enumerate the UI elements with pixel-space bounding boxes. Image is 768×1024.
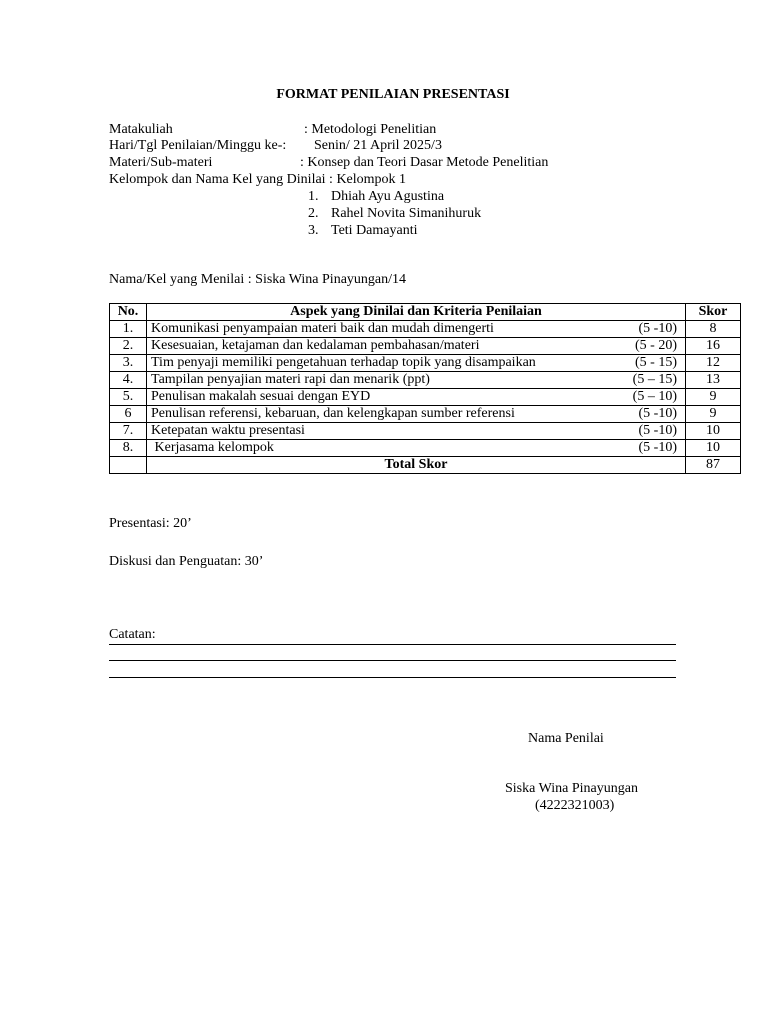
penilai-line: Nama/Kel yang Menilai : Siska Wina Pinayungan/14 [109, 272, 407, 287]
table-row [110, 372, 741, 389]
table-row [110, 338, 741, 355]
aspect-text: Tampilan penyajian materi rapi dan menarik (ppt) [151, 372, 430, 387]
row-aspect [147, 423, 686, 440]
diskusi-duration: Diskusi dan Penguatan: 30’ [109, 554, 264, 569]
row-no: 5. [110, 389, 147, 406]
row-skor: 12 [686, 355, 741, 372]
row-skor: 10 [686, 423, 741, 440]
row-aspect [147, 440, 686, 457]
signature-label: Nama Penilai [528, 731, 604, 746]
signature-id: (4222321003) [535, 798, 615, 813]
table-row [110, 423, 741, 440]
header-aspect: Aspek yang Dinilai dan Kriteria Penilaian [147, 304, 686, 321]
member-name: Teti Damayanti [331, 223, 418, 238]
catatan-line [109, 660, 676, 661]
row-aspect [147, 321, 686, 338]
score-table [109, 303, 741, 474]
table-row [110, 406, 741, 423]
catatan-line [109, 644, 676, 645]
row-skor: 13 [686, 372, 741, 389]
presentasi-duration: Presentasi: 20’ [109, 516, 192, 531]
member-number: 1. [308, 189, 319, 204]
hari-label: Hari/Tgl Penilaian/Minggu ke-: [109, 138, 287, 153]
aspect-range: (5 -10) [638, 440, 677, 455]
row-no: 1. [110, 321, 147, 338]
row-no: 6 [110, 406, 147, 423]
row-no: 7. [110, 423, 147, 440]
aspect-range: (5 – 10) [632, 389, 677, 404]
member-number: 2. [308, 206, 319, 221]
header-no: No. [110, 304, 147, 321]
member-number: 3. [308, 223, 319, 238]
materi-value: : Konsep dan Teori Dasar Metode Penelitian [300, 155, 549, 170]
row-no: 3. [110, 355, 147, 372]
row-no: 8. [110, 440, 147, 457]
table-row [110, 355, 741, 372]
row-skor: 9 [686, 406, 741, 423]
catatan-label: Catatan: [109, 627, 156, 642]
aspect-range: (5 - 20) [635, 338, 677, 353]
member-name: Dhiah Ayu Agustina [331, 189, 445, 204]
matakuliah-value: : Metodologi Penelitian [304, 122, 437, 137]
member-name: Rahel Novita Simanihuruk [331, 206, 482, 221]
aspect-text: Kesesuaian, ketajaman dan kedalaman pembahasan/materi [151, 338, 480, 353]
row-no: 2. [110, 338, 147, 355]
row-skor: 16 [686, 338, 741, 355]
table-row [110, 389, 741, 406]
aspect-text: Komunikasi penyampaian materi baik dan mudah dimengerti [151, 321, 494, 336]
row-no: 4. [110, 372, 147, 389]
table-row [110, 440, 741, 457]
aspect-text: Ketepatan waktu presentasi [151, 423, 305, 438]
aspect-text: Kerjasama kelompok [151, 440, 274, 455]
table-row [110, 321, 741, 338]
kelompok-line: Kelompok dan Nama Kel yang Dinilai : Kelompok 1 [109, 172, 407, 187]
matakuliah-label: Matakuliah [109, 122, 173, 137]
row-aspect [147, 355, 686, 372]
table-header-row [110, 304, 741, 321]
row-skor: 8 [686, 321, 741, 338]
total-value: 87 [686, 457, 741, 474]
signature-name: Siska Wina Pinayungan [505, 781, 638, 796]
aspect-range: (5 -10) [638, 423, 677, 438]
row-aspect [147, 338, 686, 355]
total-empty-cell [110, 457, 147, 474]
document-title: FORMAT PENILAIAN PRESENTASI [276, 87, 510, 102]
hari-value: Senin/ 21 April 2025/3 [314, 138, 442, 153]
row-skor: 10 [686, 440, 741, 457]
aspect-text: Penulisan makalah sesuai dengan EYD [151, 389, 371, 404]
row-aspect [147, 372, 686, 389]
materi-label: Materi/Sub-materi [109, 155, 213, 170]
aspect-text: Penulisan referensi, kebaruan, dan kelengkapan sumber referensi [151, 406, 515, 421]
aspect-range: (5 - 15) [635, 355, 677, 370]
row-aspect [147, 389, 686, 406]
row-aspect [147, 406, 686, 423]
aspect-text: Tim penyaji memiliki pengetahuan terhadap topik yang disampaikan [151, 355, 536, 370]
catatan-line [109, 677, 676, 678]
aspect-range: (5 -10) [638, 321, 677, 336]
aspect-range: (5 – 15) [632, 372, 677, 387]
row-skor: 9 [686, 389, 741, 406]
aspect-range: (5 -10) [638, 406, 677, 421]
total-label: Total Skor [147, 457, 686, 474]
header-skor: Skor [686, 304, 741, 321]
total-row [110, 457, 741, 474]
